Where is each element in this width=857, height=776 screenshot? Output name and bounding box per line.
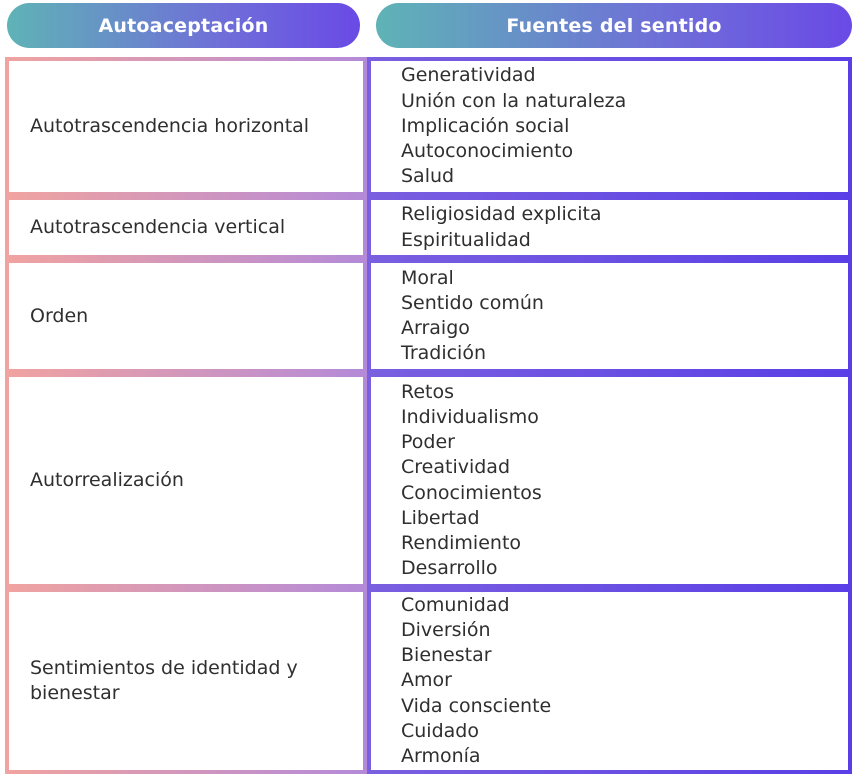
sources-cell bbox=[367, 259, 852, 373]
list-item: Implicación social bbox=[401, 114, 570, 137]
category-label: Autotrascendencia vertical bbox=[30, 216, 286, 238]
list-item: Vida consciente bbox=[401, 694, 552, 717]
list-item: Arraigo bbox=[401, 317, 470, 339]
sources-cell bbox=[367, 588, 852, 774]
category-label: Sentimientos de identidad y bienestar bbox=[30, 657, 298, 704]
list-item: Creatividad bbox=[401, 456, 511, 479]
header-left-label: Autoaceptación bbox=[98, 14, 269, 37]
sources-cell bbox=[367, 196, 852, 259]
list-item: Diversión bbox=[401, 618, 491, 641]
table-row bbox=[5, 57, 852, 196]
list-item: Sentido común bbox=[401, 291, 544, 314]
list-item: Salud bbox=[401, 165, 455, 188]
list-item: Armonía bbox=[401, 745, 481, 767]
list-item: Rendimiento bbox=[401, 531, 522, 554]
list-item: Desarrollo bbox=[401, 557, 498, 580]
sources-cell bbox=[367, 57, 852, 196]
list-item: Cuidado bbox=[401, 719, 479, 742]
header-autoaceptacion bbox=[7, 3, 360, 48]
category-cell bbox=[5, 196, 367, 259]
table-row bbox=[5, 196, 852, 259]
category-label: Autotrascendencia horizontal bbox=[30, 115, 310, 137]
sources-cell bbox=[367, 373, 852, 588]
category-cell bbox=[5, 588, 367, 774]
list-item: Poder bbox=[401, 431, 455, 454]
table-row bbox=[5, 259, 852, 373]
header-right-label: Fuentes del sentido bbox=[506, 14, 722, 37]
category-label: Orden bbox=[30, 304, 89, 327]
list-item: Moral bbox=[401, 266, 454, 289]
list-item: Generatividad bbox=[401, 64, 536, 87]
list-item: Individualismo bbox=[401, 405, 539, 428]
list-item: Retos bbox=[401, 380, 455, 403]
category-cell bbox=[5, 57, 367, 196]
category-cell bbox=[5, 259, 367, 373]
category-label: Autorrealización bbox=[30, 469, 184, 491]
list-item: Libertad bbox=[401, 506, 480, 529]
category-cell bbox=[5, 373, 367, 588]
list-item: Tradición bbox=[401, 342, 486, 365]
list-item: Autoconocimiento bbox=[401, 140, 574, 163]
list-item: Comunidad bbox=[401, 593, 510, 616]
table-row bbox=[5, 373, 852, 588]
list-item: Amor bbox=[401, 669, 452, 692]
list-item: Bienestar bbox=[401, 644, 492, 667]
list-item: Unión con la naturaleza bbox=[401, 89, 627, 112]
table-row bbox=[5, 588, 852, 774]
list-item: Conocimientos bbox=[401, 481, 542, 504]
list-item: Religiosidad explicita bbox=[401, 203, 602, 226]
header-fuentes-del-sentido bbox=[376, 3, 852, 48]
list-item: Espiritualidad bbox=[401, 228, 531, 251]
